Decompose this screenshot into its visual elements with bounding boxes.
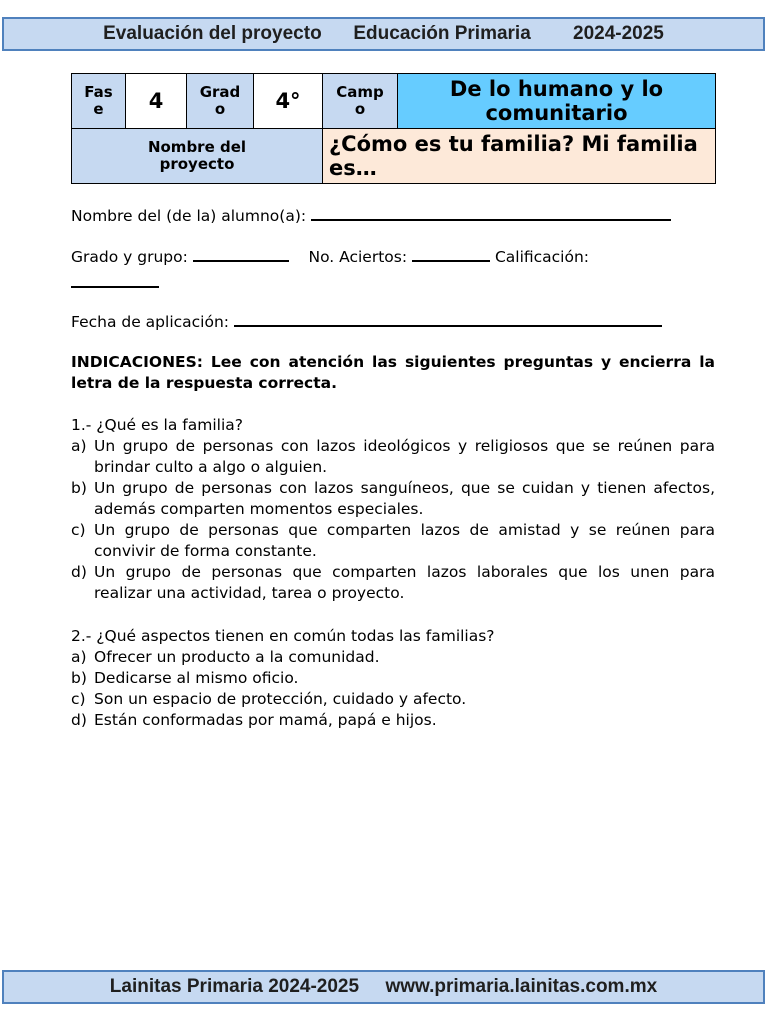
header-year: 2024-2025: [573, 23, 664, 44]
answer-option[interactable]: c) Son un espacio de protección, cuidado y afecto.: [71, 690, 467, 708]
grado-value: 4°: [254, 74, 323, 129]
student-name-field: [71, 205, 715, 227]
answer-option[interactable]: b) Un grupo de personas con lazos sanguíneos, que se cuidan y tienen afectos, además comparten momentos especiales.: [71, 479, 715, 518]
grade-group-label: Grado y grupo:: [71, 248, 188, 266]
question-2: [71, 626, 715, 731]
grado-label: Grad o: [187, 74, 254, 129]
header-banner: [2, 17, 765, 51]
grade-score-field: [71, 246, 715, 294]
fase-value: 4: [126, 74, 187, 129]
project-name-value: ¿Cómo es tu familia? Mi familia es…: [323, 129, 716, 184]
instructions: INDICACIONES: Lee con atención las siguientes preguntas y encierra la letra de la respuesta correcta.: [71, 353, 715, 392]
question-text: 2.- ¿Qué aspectos tienen en común todas las familias?: [71, 627, 495, 645]
question-1: [71, 415, 715, 604]
hits-label: No. Aciertos:: [308, 248, 408, 266]
campo-value: De lo humano y lo comunitario: [398, 74, 716, 129]
grade-group-blank[interactable]: [193, 246, 289, 262]
date-label: Fecha de aplicación:: [71, 313, 230, 331]
header-title: Evaluación del proyecto: [103, 23, 322, 44]
project-info-table: [71, 73, 716, 184]
date-blank[interactable]: [234, 311, 662, 327]
fase-label: Fas e: [72, 74, 126, 129]
header-level: Educación Primaria: [353, 23, 531, 44]
student-name-label: Nombre del (de la) alumno(a):: [71, 207, 307, 225]
answer-option[interactable]: c) Un grupo de personas que comparten lazos de amistad y se reúnen para convivir de forma constante.: [71, 521, 715, 560]
answer-option[interactable]: a) Ofrecer un producto a la comunidad.: [71, 648, 380, 666]
answer-option[interactable]: d) Un grupo de personas que comparten lazos laborales que los unen para realizar una actividad, tarea o proyecto.: [71, 563, 715, 602]
project-name-label: Nombre del proyecto: [72, 129, 323, 184]
score-blank[interactable]: [71, 272, 159, 288]
student-name-blank[interactable]: [311, 205, 671, 221]
hits-blank[interactable]: [412, 246, 490, 262]
date-field: [71, 311, 715, 333]
footer-site-name: Lainitas Primaria 2024-2025: [109, 976, 360, 997]
answer-option[interactable]: a) Un grupo de personas con lazos ideológicos y religiosos que se reúnen para brindar culto a algo o alguien.: [71, 437, 715, 476]
answer-option[interactable]: d) Están conformadas por mamá, papá e hijos.: [71, 711, 437, 729]
footer-url[interactable]: www.primaria.lainitas.com.mx: [385, 976, 658, 997]
question-text: 1.- ¿Qué es la familia?: [71, 416, 243, 434]
score-label: Calificación:: [494, 248, 590, 266]
answer-option[interactable]: b) Dedicarse al mismo oficio.: [71, 669, 299, 687]
campo-label: Camp o: [323, 74, 398, 129]
footer-banner: [2, 970, 765, 1004]
